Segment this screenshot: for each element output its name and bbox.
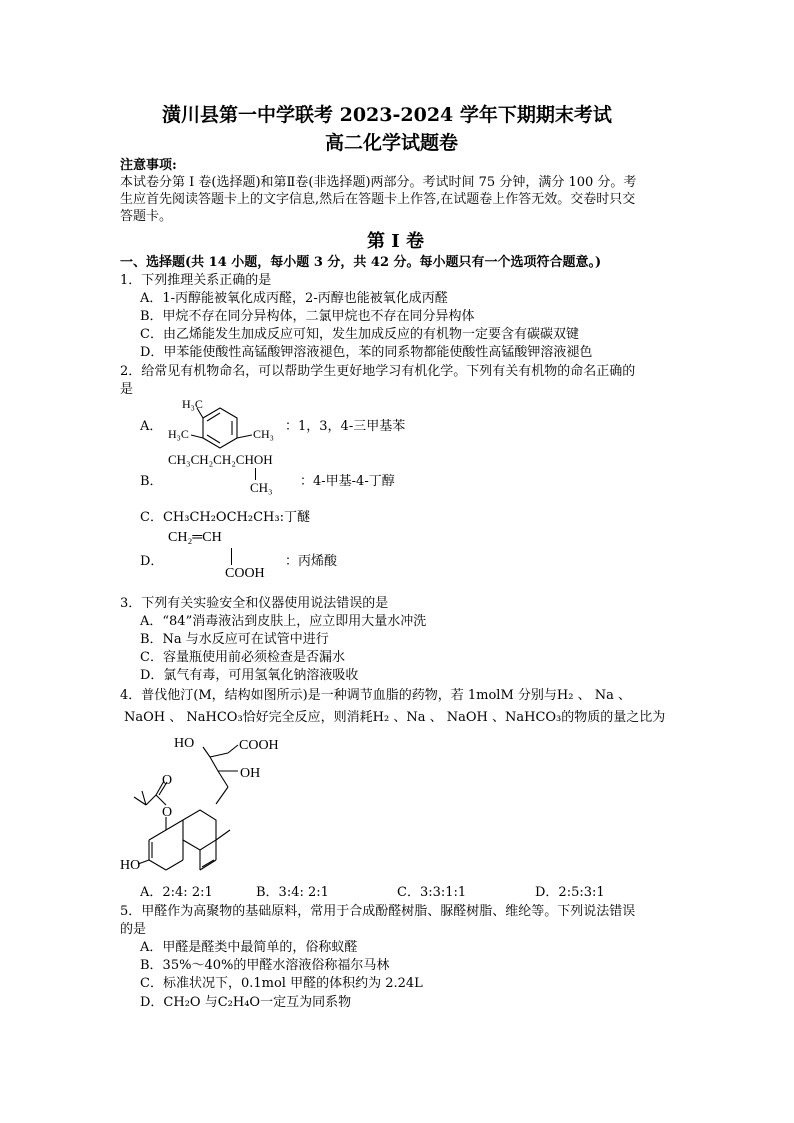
q1-option-b: B．甲烷不存在同分异构体，二氯甲烷也不存在同分异构体: [140, 309, 475, 324]
exam-title: 潢川县第一中学联考 2023-2024 学年下期期末考试: [162, 104, 612, 126]
q1-option-c: C．由乙烯能发生加成反应可知，发生加成反应的有机物一定要含有碳碳双键: [140, 327, 579, 342]
q3-option-d: D．氯气有毒，可用氢氧化钠溶液吸收: [140, 668, 359, 683]
methyl-top-label: H₃C: [182, 397, 203, 411]
q3-option-b: B．Na 与水反应可在试管中进行: [140, 632, 329, 647]
q2-option-b-formula: CH₃CH₂CH₂CHOH: [168, 452, 273, 467]
q2-stem-line-2: 是: [120, 382, 134, 397]
notice-line-2: 生应首先阅读答题卡上的文字信息,然后在答题卡上作答,在试题卷上作答无效。交卷时只交: [120, 192, 636, 207]
q2-option-d-top: CH₂═CH: [168, 530, 222, 545]
q2-option-d-label: D．: [140, 554, 164, 569]
hydroxyl-bottom-label: HO: [120, 858, 141, 873]
q1-option-d: D．甲苯能使酸性高锰酸钾溶液褪色，苯的同系物都能使酸性高锰酸钾溶液褪色: [140, 345, 593, 360]
q2-stem-line-1: 2．给常见有机物命名，可以帮助学生更好地学习有机化学。下列有关有机物的命名正确的: [120, 364, 636, 379]
q2-option-b-name: ：4-甲基-4-丁醇: [300, 474, 395, 489]
q4-option-d: D．2:5:3:1: [535, 885, 605, 900]
notice-line-1: 本试卷分第 I 卷(选择题)和第Ⅱ卷(非选择题)两部分。考试时间 75 分钟，满分 100 分。考: [120, 175, 637, 190]
q4-stem-line-2: NaOH 、 NaHCO₃恰好完全反应，则消耗H₂ 、Na 、 NaOH 、NaHCO₃的物质的量之比为: [124, 710, 666, 725]
bond-line: [255, 468, 256, 480]
q1-option-a: A．1-丙醇能被氧化成丙醛，2-丙醇也能被氧化成丙醛: [140, 291, 448, 306]
carboxyl-label: COOH: [239, 738, 279, 753]
methyl-right-label: CH₃: [253, 427, 274, 441]
q3-option-c: C．容量瓶使用前必须检查是否漏水: [140, 650, 345, 665]
exam-subtitle: 高二化学试题卷: [325, 132, 459, 154]
q3-stem: 3．下列有关实验安全和仪器使用说法错误的是: [120, 596, 389, 611]
q2-option-d-bottom: COOH: [225, 566, 265, 581]
q2-option-d-name: ：丙烯酸: [285, 554, 338, 569]
ester-oxygen-label: O: [162, 805, 173, 820]
hydroxyl-top-label: HO: [174, 736, 195, 751]
q5-stem-line-1: 5．甲醛作为高聚物的基础原料，常用于合成酚醛树脂、脲醛树脂、维纶等。下列说法错误: [120, 904, 636, 919]
q2-option-a-label: A．: [140, 419, 163, 434]
section-intro: 一、选择题(共 14 小题，每小题 3 分，共 42 分。每小题只有一个选项符合题意。): [120, 255, 602, 270]
q2-option-b-branch: CH₃: [250, 480, 273, 495]
carbonyl-oxygen-label: O: [162, 773, 173, 788]
q2-option-a-name: ：1，3，4-三甲基苯: [285, 419, 406, 434]
section-title: 第 I 卷: [367, 231, 424, 252]
q3-option-a: A．“84”消毒液沾到皮肤上，应立即用大量水冲洗: [140, 614, 427, 629]
q4-option-c: C．3:3:1:1: [397, 885, 467, 900]
q5-stem-line-2: 的是: [120, 922, 147, 937]
q2-option-c: C．CH₃CH₂OCH₂CH₃:丁醚: [140, 510, 310, 525]
trimethylbenzene-structure: [160, 395, 285, 450]
q5-option-b: B．35%～40%的甲醛水溶液俗称福尔马林: [140, 958, 390, 973]
methyl-left-label: H₃C: [168, 427, 189, 441]
q1-stem: 1．下列推理关系正确的是: [120, 273, 272, 288]
bond-line: [231, 548, 232, 565]
hydroxyl-mid-label: OH: [240, 766, 261, 781]
q4-stem-line-1: 4．普伐他汀(M，结构如图所示)是一种调节血脂的药物，若 1molM 分别与H₂ 、 Na 、: [120, 688, 631, 703]
q5-option-c: C．标准状况下，0.1mol 甲醛的体积约为 2.24L: [140, 976, 423, 991]
pravastatin-structure: [118, 727, 318, 877]
q5-option-a: A．甲醛是醛类中最简单的，俗称蚁醛: [140, 940, 358, 955]
q4-option-b: B．3:4: 2:1: [256, 885, 329, 900]
notice-heading: 注意事项:: [120, 158, 177, 173]
q4-option-a: A．2:4: 2:1: [140, 885, 213, 900]
q5-option-d: D．CH₂O 与C₂H₄O一定互为同系物: [140, 995, 352, 1010]
notice-line-3: 答题卡。: [120, 209, 173, 224]
q2-option-b-label: B．: [140, 474, 163, 489]
